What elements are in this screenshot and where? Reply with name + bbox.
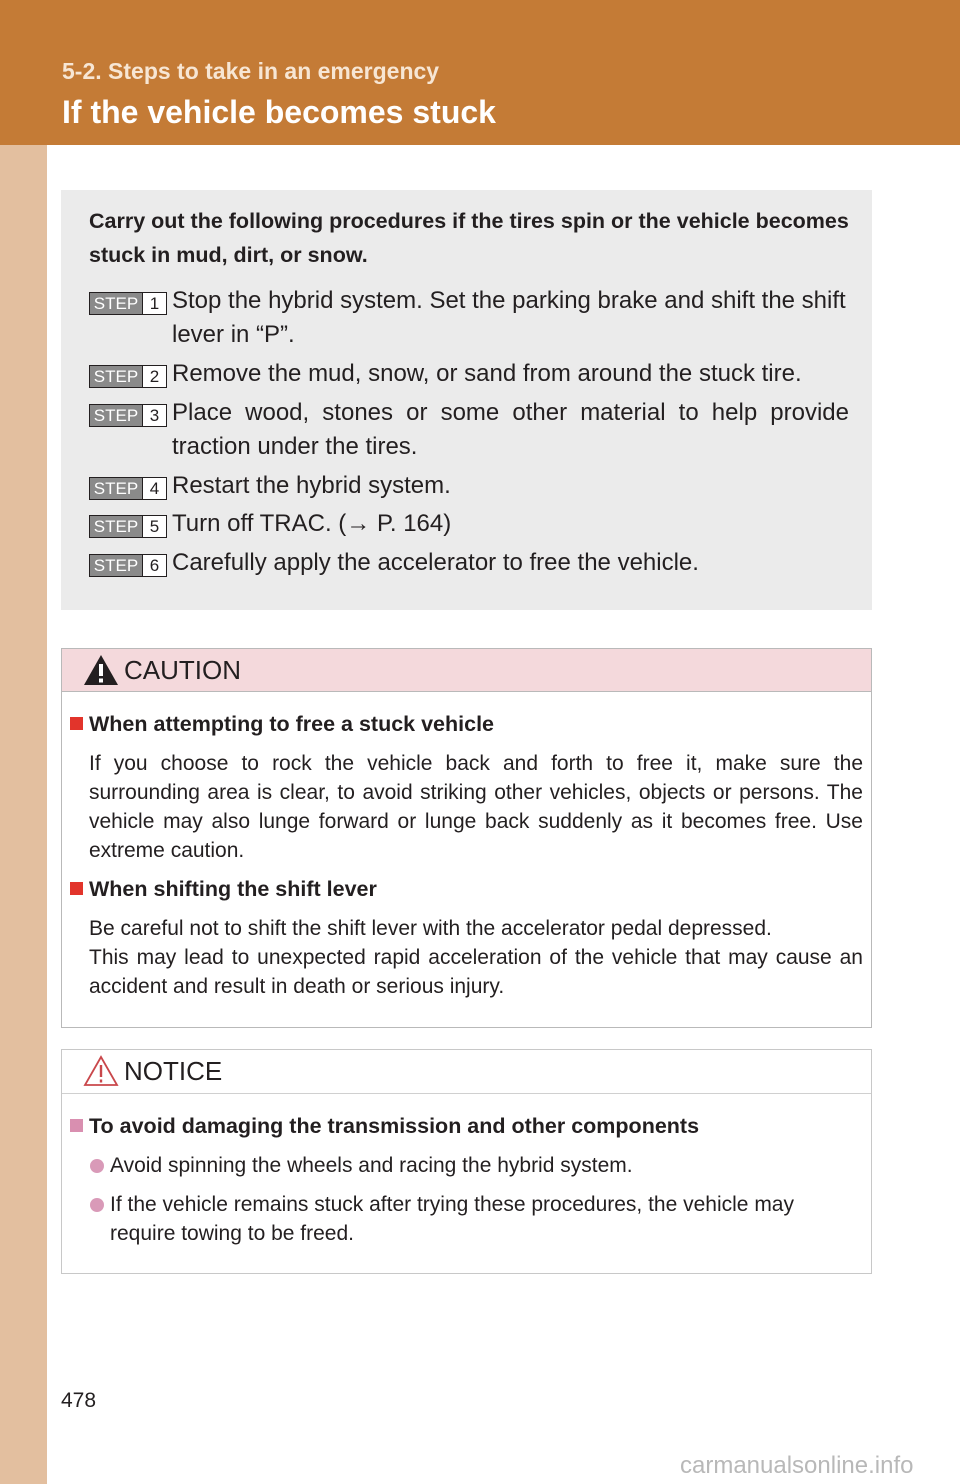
bullet-dot [90,1198,104,1212]
notice-bullet-text: Avoid spinning the wheels and racing the hybrid system. [110,1154,633,1177]
warning-triangle-outline-icon [82,1054,120,1088]
warning-triangle-filled-icon [82,653,120,687]
step-label: STEP [90,555,142,576]
caution-subheading-text: When shifting the shift lever [89,877,377,901]
step-badge [89,477,167,500]
caution-label: CAUTION [124,655,241,685]
intro-text: Carry out the following procedures if the tires spin or the vehicle becomes stuck in mud, dirt, or snow. [89,209,849,267]
page-title: If the vehicle becomes stuck [62,94,496,130]
page-number: 478 [61,1389,97,1412]
caution-paragraph: This may lead to unexpected rapid acceleration of the vehicle that may cause an accident and result in death or serious injury. [89,946,863,998]
section-title: 5-2. Steps to take in an emergency [62,58,440,84]
step-badge [89,292,167,315]
step-2 [89,357,849,391]
step-1 [89,284,849,352]
step-text: Carefully apply the accelerator to free the vehicle. [172,549,699,576]
pink-square-marker [70,1119,83,1132]
step-label: STEP [90,366,142,387]
step-text: Stop the hybrid system. Set the parking brake and shift the shift lever in “P”. [172,287,846,348]
notice-box [61,1049,872,1274]
step-label: STEP [90,293,142,314]
notice-bullet [90,1151,863,1180]
caution-subheading [70,709,494,739]
red-square-marker [70,717,83,730]
step-number: 6 [142,555,166,576]
caution-box [61,648,872,1028]
step-number: 3 [142,405,166,426]
notice-subheading-text: To avoid damaging the transmission and other components [89,1114,700,1138]
step-number: 1 [142,293,166,314]
caution-paragraph: If you choose to rock the vehicle back and forth to free it, make sure the surrounding area is clear, to avoid striking other vehicles, objects or persons. The vehicle may also lunge forward or lunge back suddenly as it becomes free. Use extreme caution. [89,752,863,862]
step-badge [89,554,167,577]
notice-header [62,1050,871,1094]
step-badge [89,404,167,427]
step-number: 4 [142,478,166,499]
notice-bullet-text: If the vehicle remains stuck after trying these procedures, the vehicle may require towing to be freed. [110,1193,794,1245]
step-badge [89,365,167,388]
step-3 [89,396,849,464]
step-badge [89,515,167,538]
step-number: 2 [142,366,166,387]
caution-subheading [70,874,377,904]
step-6 [89,546,849,580]
side-margin-band [0,0,47,1484]
caution-subheading-text: When attempting to free a stuck vehicle [89,712,495,736]
step-4 [89,469,849,503]
step-text: Restart the hybrid system. [172,472,451,499]
caution-header [62,649,871,692]
page-header [0,0,960,145]
notice-label: NOTICE [124,1056,223,1086]
notice-bullet [90,1190,863,1248]
step-number: 5 [142,516,166,537]
procedure-box [61,190,872,610]
step-5 [89,507,849,541]
red-square-marker [70,882,83,895]
step-text: Place wood, stones or some other material to help provide traction under the tires. [172,399,849,460]
step-text-page-reference[interactable]: Turn off TRAC. (→ P. 164) [172,510,452,537]
step-label: STEP [90,516,142,537]
watermark: carmanualsonline.info [680,1452,914,1479]
step-text: Remove the mud, snow, or sand from around the stuck tire. [172,360,802,387]
notice-subheading [70,1111,699,1141]
bullet-dot [90,1159,104,1173]
caution-paragraph: Be careful not to shift the shift lever with the accelerator pedal depressed. [89,917,772,940]
step-label: STEP [90,405,142,426]
step-label: STEP [90,478,142,499]
